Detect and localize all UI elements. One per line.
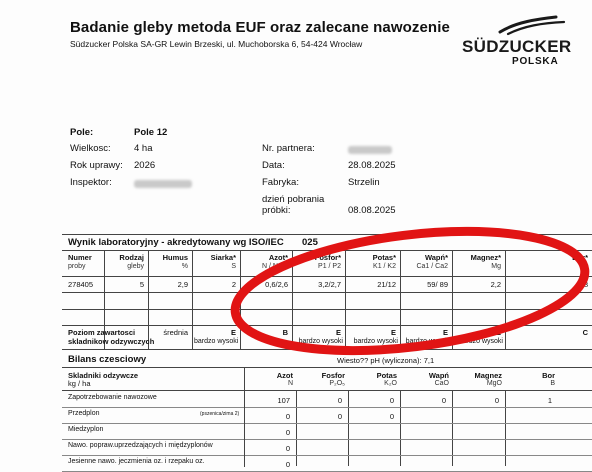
page-subtitle: Südzucker Polska SA-GR Lewin Brzeski, ul. Muchoborska 6, 54-424 Wrocław — [70, 39, 363, 49]
poziom-letter-5: E — [335, 328, 341, 337]
dzien-label-line1: dzień pobrania — [262, 194, 325, 205]
bilans-row-rule-1 — [62, 423, 592, 424]
bilans-row-1-value-1: 0 — [337, 412, 342, 421]
lab-title: Wynik laboratoryjny - akredytowany wg ISO/IEC — [68, 237, 284, 248]
page-title: Badanie gleby metoda EUF oraz zalecane nawozenie — [70, 19, 450, 36]
rok-value: 2026 — [134, 160, 156, 171]
bilans-header-2-line2: K₂O — [384, 380, 397, 387]
bilans-row-1-value-0: 0 — [285, 412, 290, 421]
lab-header-1-line1: Rodzaj — [119, 253, 144, 262]
lab-header-4-line1: Azot* — [268, 253, 288, 262]
lab-header-2-line1: Humus — [162, 253, 188, 262]
poziom-letter-6: E — [390, 328, 396, 337]
pole-label: Pole: — [70, 127, 94, 138]
bilans-header-1-line1: Fosfor — [321, 371, 345, 380]
bilans-row-0-value-1: 0 — [337, 396, 342, 405]
lab-header-9-line1: Bor* — [572, 253, 588, 262]
lab-value-6: 21/12 — [377, 280, 396, 289]
bilans-header-0-line2: N — [287, 380, 293, 387]
bilans-header-4-line1: Magnez — [474, 371, 502, 380]
bilans-divider — [244, 367, 245, 467]
lab-top-rule — [62, 234, 592, 235]
lab-header-0-line2: proby — [68, 263, 86, 270]
bilans-header-5-line1: Bor — [542, 371, 555, 380]
lab-col-divider-5 — [292, 250, 293, 349]
bilans-row-2-value-0: 0 — [285, 428, 290, 437]
poziom-letter-3: E — [230, 328, 236, 337]
bilans-row-1-label: Przedplon — [68, 410, 100, 417]
lab-value-3: 2 — [231, 280, 236, 289]
bilans-row-4-value-0: 0 — [285, 460, 290, 469]
lab-header-4-line2: N / Norg — [261, 263, 288, 270]
bilans-row-0-value-2: 0 — [389, 396, 394, 405]
lab-header-5-line2: P1 / P2 — [318, 263, 341, 270]
data-label: Data: — [262, 160, 285, 171]
inspektor-redacted — [134, 180, 192, 188]
lab-header-0-line1: Numer — [68, 253, 92, 262]
lab-header-bottom-rule — [62, 276, 592, 277]
bilans-row-rule-0 — [62, 407, 592, 408]
rok-label: Rok uprawy: — [70, 160, 123, 171]
bilans-row-0-value-5: 1 — [547, 396, 552, 405]
lab-col-divider-9 — [505, 250, 506, 349]
bilans-header-4-line2: MgO — [486, 380, 502, 387]
lab-header-8-line2: Mg — [491, 263, 501, 270]
poziom-word-6: bardzo wysoki — [353, 338, 398, 345]
lab-poziom-top-rule — [62, 325, 592, 326]
logo-swoosh-icon — [494, 14, 574, 36]
lab-row-rule — [62, 292, 592, 293]
lab-header-1-line2: gleby — [127, 263, 144, 270]
bilans-header-1-line2: P₂O₅ — [329, 380, 345, 387]
data-value: 28.08.2025 — [348, 160, 396, 171]
poziom-label-line1: Poziom zawartosci — [68, 328, 136, 337]
poziom-word-7: bardzo wysoki — [405, 338, 450, 345]
fabryka-value: Strzelin — [348, 177, 380, 188]
lab-header-3-line1: Siarka* — [210, 253, 236, 262]
poziom-word-3: bardzo wysoki — [194, 338, 239, 345]
bilans-col-label-line1: Skladniki odzywcze — [68, 371, 139, 380]
lab-col-divider-4 — [240, 250, 241, 349]
lab-poziom-bottom-rule — [62, 349, 592, 350]
lab-col-divider-6 — [345, 250, 346, 349]
lab-header-5-line1: Fosfor* — [314, 253, 341, 262]
lab-empty-rule — [62, 309, 592, 310]
bilans-header-3-line1: Wapń — [428, 371, 449, 380]
lab-value-5: 3,2/2,7 — [318, 280, 341, 289]
bilans-header-rule — [62, 367, 592, 368]
lab-title-tail: 025 — [302, 237, 318, 248]
poziom-letter-9: C — [582, 328, 588, 337]
bilans-header-5-line2: B — [550, 380, 555, 387]
lab-col-divider-2 — [148, 250, 149, 349]
lab-header-6-line2: K1 / K2 — [373, 263, 396, 270]
lab-value-9: 0,8 — [577, 280, 588, 289]
lab-header-2-line2: % — [181, 263, 188, 270]
bilans-header-2-line1: Potas — [376, 371, 397, 380]
wielkosc-value: 4 ha — [134, 143, 153, 154]
bilans-row-4-label: Jesienne nawo. jeczmienia oz. i rzepaku oz. — [68, 458, 205, 465]
wielkosc-label: Wielkosc: — [70, 143, 111, 154]
bilans-title: Bilans czesciowy — [68, 354, 147, 365]
poziom-word-5: bardzo wysoki — [298, 338, 343, 345]
bilans-row-0-value-3: 0 — [441, 396, 446, 405]
partner-redacted — [348, 146, 392, 154]
lab-header-3-line2: S — [231, 263, 236, 270]
bilans-row-0-value-4: 0 — [494, 396, 499, 405]
bilans-row-1-extra: (pszenica/zima 2) — [200, 411, 240, 417]
lab-header-7-line2: Ca1 / Ca2 — [416, 263, 448, 270]
bilans-row-2-label: Miedzyplon — [68, 426, 104, 433]
poziom-humus: średnia — [163, 328, 188, 337]
lab-value-8: 2,2 — [490, 280, 501, 289]
lab-value-0: 278405 — [68, 280, 94, 289]
dzien-label-line2: próbki: — [262, 205, 291, 216]
bilans-row-3-label: Nawo. popraw.uprzedzających i międzyplonów — [68, 442, 213, 449]
fabryka-label: Fabryka: — [262, 177, 299, 188]
inspektor-label: Inspektor: — [70, 177, 112, 188]
logo-brand: SÜDZUCKER — [462, 37, 572, 56]
lab-header-rule — [62, 250, 592, 251]
bilans-col-label-line2: kg / ha — [68, 379, 91, 388]
bilans-header-bottom-rule — [62, 390, 592, 391]
pole-value: Pole 12 — [134, 127, 168, 138]
bilans-row-3-value-0: 0 — [285, 444, 290, 453]
lab-value-1: 5 — [139, 280, 144, 289]
poziom-letter-7: E — [442, 328, 448, 337]
bilans-header-0-line1: Azot — [276, 371, 293, 380]
bilans-note: Wiesto?? pH (wyliczona): 7,1 — [337, 356, 435, 365]
dzien-value: 08.08.2025 — [348, 205, 396, 216]
lab-col-divider-7 — [400, 250, 401, 349]
bilans-row-0-label: Zapotrzebowanie nawozowe — [68, 394, 157, 401]
bilans-row-1-value-2: 0 — [389, 412, 394, 421]
poziom-label-line2: skladnikow odzywczych — [68, 337, 155, 346]
poziom-letter-8: E — [495, 328, 501, 337]
lab-value-2: 2,9 — [177, 280, 188, 289]
bilans-row-rule-3 — [62, 455, 592, 456]
lab-value-4: 0,6/2,6 — [265, 280, 288, 289]
poziom-word-8: bardzo wysoki — [458, 338, 503, 345]
partner-label: Nr. partnera: — [262, 143, 315, 154]
lab-header-9-line2: B — [583, 263, 588, 270]
lab-col-divider-8 — [452, 250, 453, 349]
company-logo — [462, 14, 572, 70]
lab-header-8-line1: Magnez* — [470, 253, 501, 262]
poziom-letter-4: B — [282, 328, 288, 337]
lab-col-divider-3 — [192, 250, 193, 349]
bilans-header-3-line2: CaO — [434, 380, 449, 387]
logo-country: POLSKA — [512, 56, 559, 67]
lab-header-7-line1: Wapń* — [424, 253, 448, 262]
bilans-row-rule-2 — [62, 439, 592, 440]
lab-value-7: 59/ 89 — [427, 280, 448, 289]
lab-header-6-line1: Potas* — [372, 253, 396, 262]
bilans-row-0-value-0: 107 — [277, 396, 290, 405]
